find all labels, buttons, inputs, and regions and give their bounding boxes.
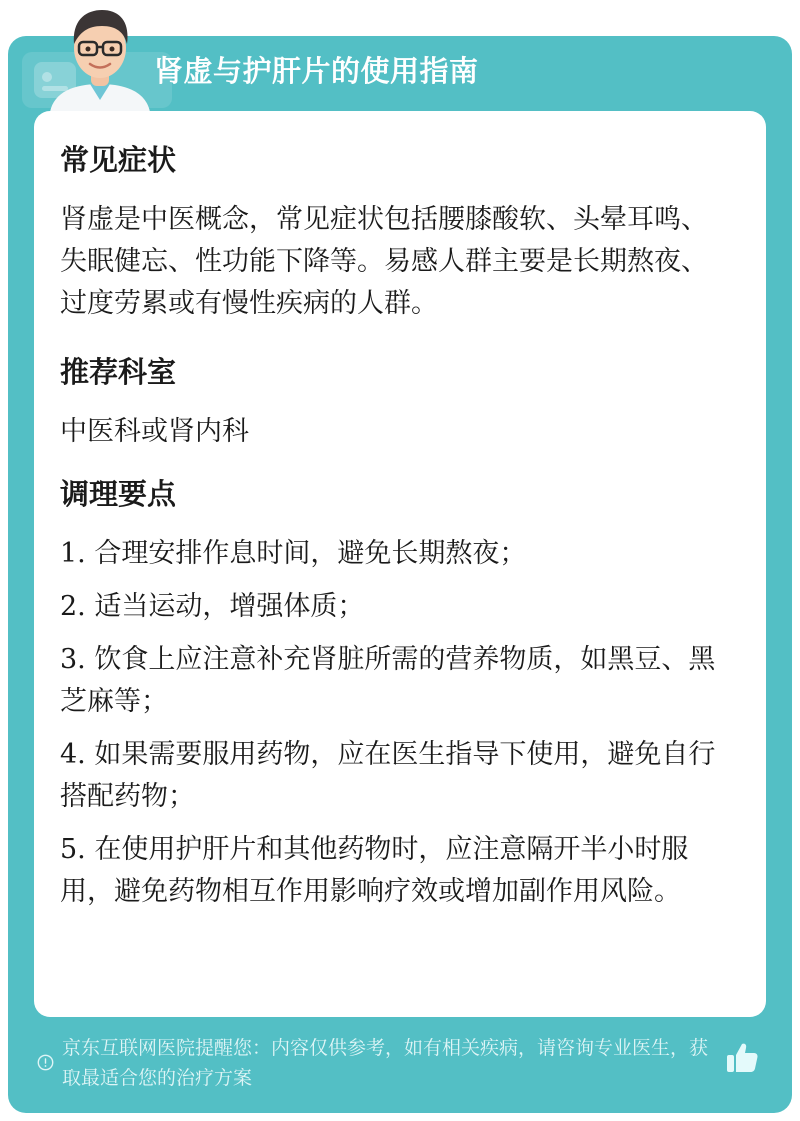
list-item: 2. 适当运动，增强体质； xyxy=(60,591,365,622)
symptoms-text: 肾虚是中医概念，常见症状包括腰膝酸软、头晕耳鸣、失眠健忘、性功能下降等。易感人群主要是长期熬夜、过度劳累或有慢性疾病的人群。 xyxy=(60,204,708,319)
list-item: 5. 在使用护肝片和其他药物时，应注意隔开半小时服用，避免药物相互作用影响疗效或增加副作用风险。 xyxy=(60,834,689,907)
care-list xyxy=(60,533,726,924)
list-item: 3. 饮食上应注意补充肾脏所需的营养物质，如黑豆、黑芝麻等； xyxy=(60,644,716,717)
disclaimer-text: 京东互联网医院提醒您：内容仅供参考，如有相关疾病，请咨询专业医生，获取最适合您的治疗方案 xyxy=(62,1037,709,1089)
list-item: 4. 如果需要服用药物，应在医生指导下使用，避免自行搭配药物； xyxy=(60,739,716,812)
section-heading-department: 推荐科室 xyxy=(60,355,177,389)
section-heading-symptoms: 常见症状 xyxy=(60,143,177,177)
thumbs-up-icon[interactable] xyxy=(724,1040,760,1076)
list-item: 1. 合理安排作息时间，避免长期熬夜； xyxy=(60,538,527,569)
content-card xyxy=(34,111,766,1017)
page-title: 肾虚与护肝片的使用指南 xyxy=(154,54,479,88)
section-heading-care: 调理要点 xyxy=(60,477,177,511)
info-icon xyxy=(37,1054,54,1071)
doctor-avatar xyxy=(44,0,156,112)
department-text: 中医科或肾内科 xyxy=(60,416,249,447)
